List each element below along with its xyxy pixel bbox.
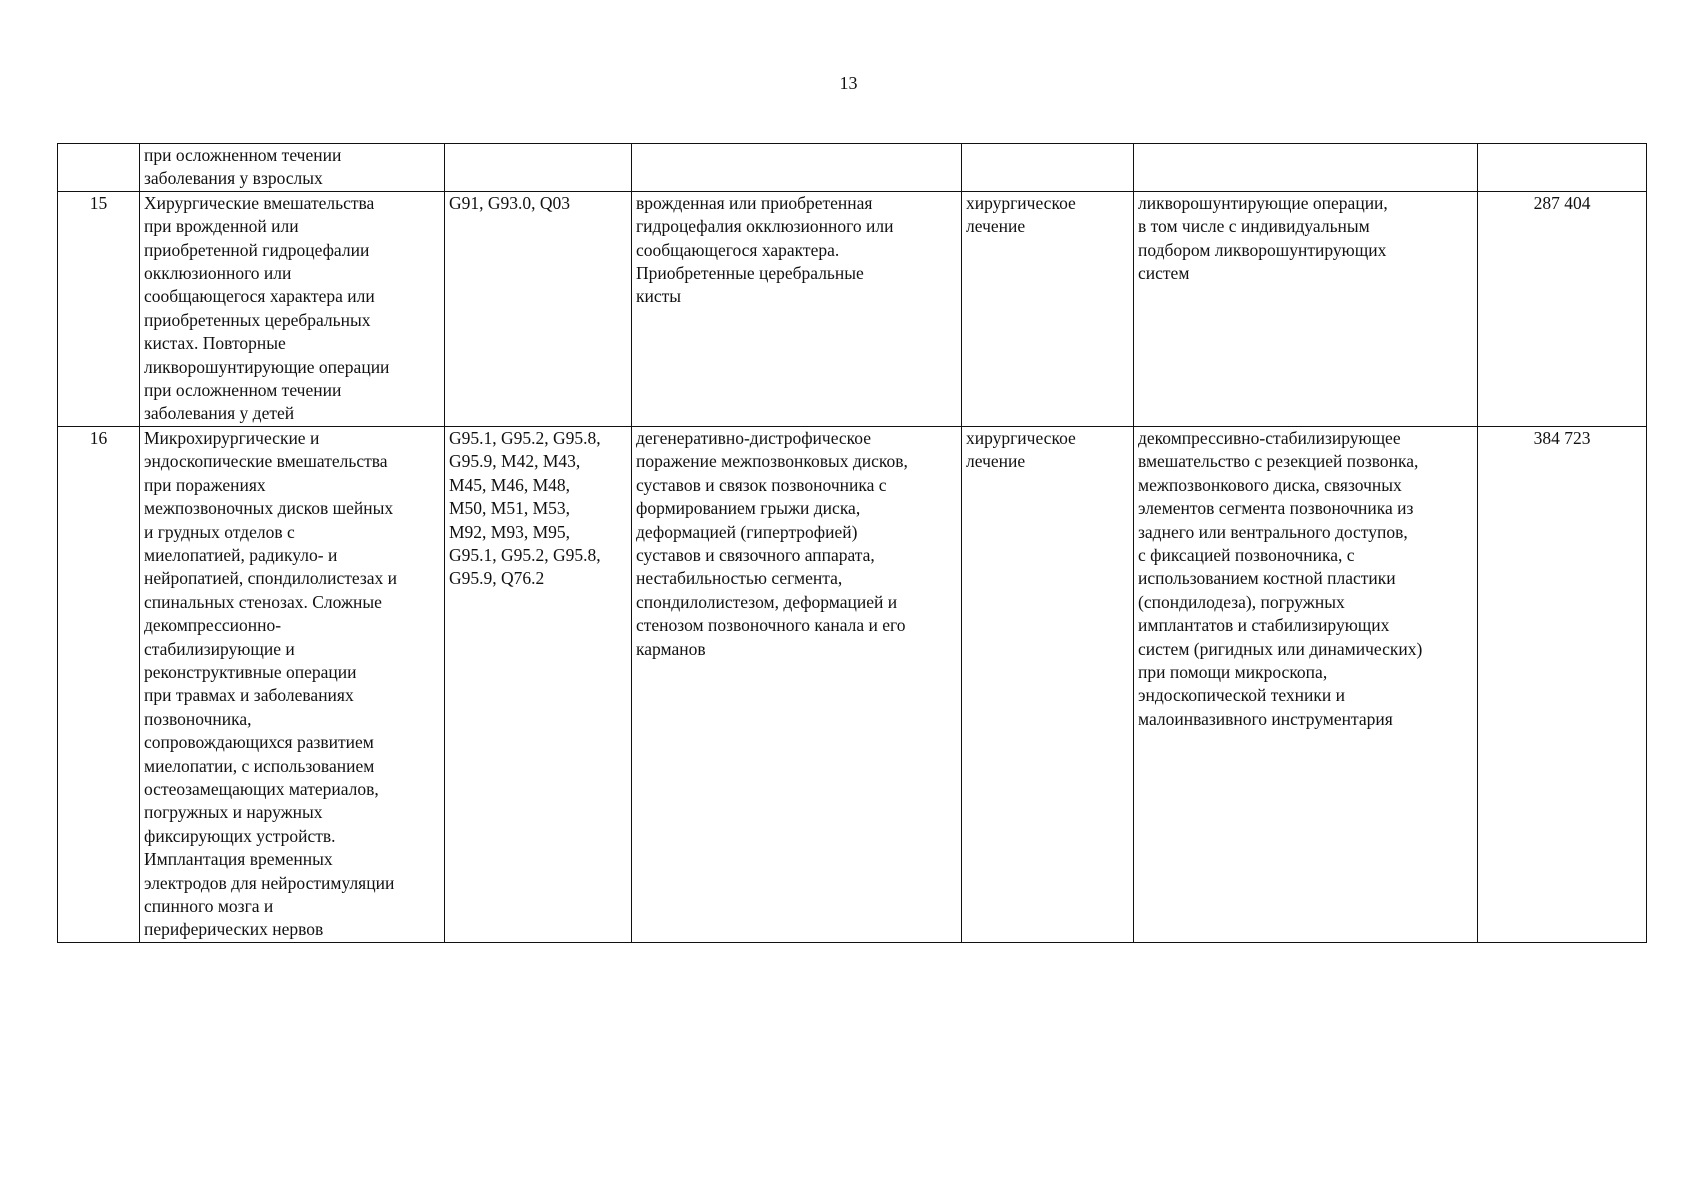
service-name-cell: Хирургические вмешательства при врожденной или приобретенной гидроцефалии окклюзионного или сообщающегося характера или приобретенных церебральных кистах. Повторные ликворошунтирующие операции при осложненном течении заболевания у детей: [140, 191, 445, 426]
diagnosis-codes-cell: G95.1, G95.2, G95.8, G95.9, M42, M43, M45, M46, M48, M50, M51, M53, M92, M93, M95, G95.1, G95.2, G95.8, G95.9, Q76.2: [445, 426, 632, 942]
table-row: [58, 191, 1647, 426]
row-number-cell: 15: [58, 191, 140, 426]
service-name-cell: при осложненном течении заболевания у взрослых: [140, 144, 445, 192]
row-number-cell: 16: [58, 426, 140, 942]
patient-model-cell: врожденная или приобретенная гидроцефалия окклюзионного или сообщающегося характера. Приобретенные церебральные кисты: [632, 191, 962, 426]
treatment-method-cell: [1134, 144, 1478, 192]
diagnosis-codes-cell: G91, G93.0, Q03: [445, 191, 632, 426]
treatment-method-cell: декомпрессивно-стабилизирующее вмешательство с резекцией позвонка, межпозвонкового диска, связочных элементов сегмента позвоночника из заднего или вентрального доступов, с фиксацией позвоночника, с использованием костной пластики (спондилодеза), погружных имплантатов и стабилизирующих систем (ригидных или динамических) при помощи микроскопа, эндоскопической техники и малоинвазивного инструментария: [1134, 426, 1478, 942]
treatment-method-cell: ликворошунтирующие операции, в том числе с индивидуальным подбором ликворошунтирующих систем: [1134, 191, 1478, 426]
price-cell: [1478, 144, 1647, 192]
service-name-cell: Микрохирургические и эндоскопические вмешательства при поражениях межпозвоночных дисков шейных и грудных отделов с миелопатией, радикуло- и нейропатией, спондилолистезах и спинальных стенозах. Сложные декомпрессионно- стабилизирующие и реконструктивные операции при травмах и заболеваниях позвоночника, сопровождающихся развитием миелопатии, с использованием остеозамещающих материалов, погружных и наружных фиксирующих устройств. Имплантация временных электродов для нейростимуляции спинного мозга и периферических нервов: [140, 426, 445, 942]
treatment-type-cell: хирургическое лечение: [962, 191, 1134, 426]
price-cell: 287 404: [1478, 191, 1647, 426]
patient-model-cell: [632, 144, 962, 192]
price-cell: 384 723: [1478, 426, 1647, 942]
services-table: [57, 143, 1647, 943]
row-number-cell: [58, 144, 140, 192]
patient-model-cell: дегенеративно-дистрофическое поражение межпозвонковых дисков, суставов и связок позвоночника с формированием грыжи диска, деформацией (гипертрофией) суставов и связочного аппарата, нестабильностью сегмента, спондилолистезом, деформацией и стенозом позвоночного канала и его карманов: [632, 426, 962, 942]
treatment-type-cell: хирургическое лечение: [962, 426, 1134, 942]
diagnosis-codes-cell: [445, 144, 632, 192]
treatment-type-cell: [962, 144, 1134, 192]
table-row: [58, 426, 1647, 942]
table-row: [58, 144, 1647, 192]
page-number: 13: [839, 73, 858, 93]
